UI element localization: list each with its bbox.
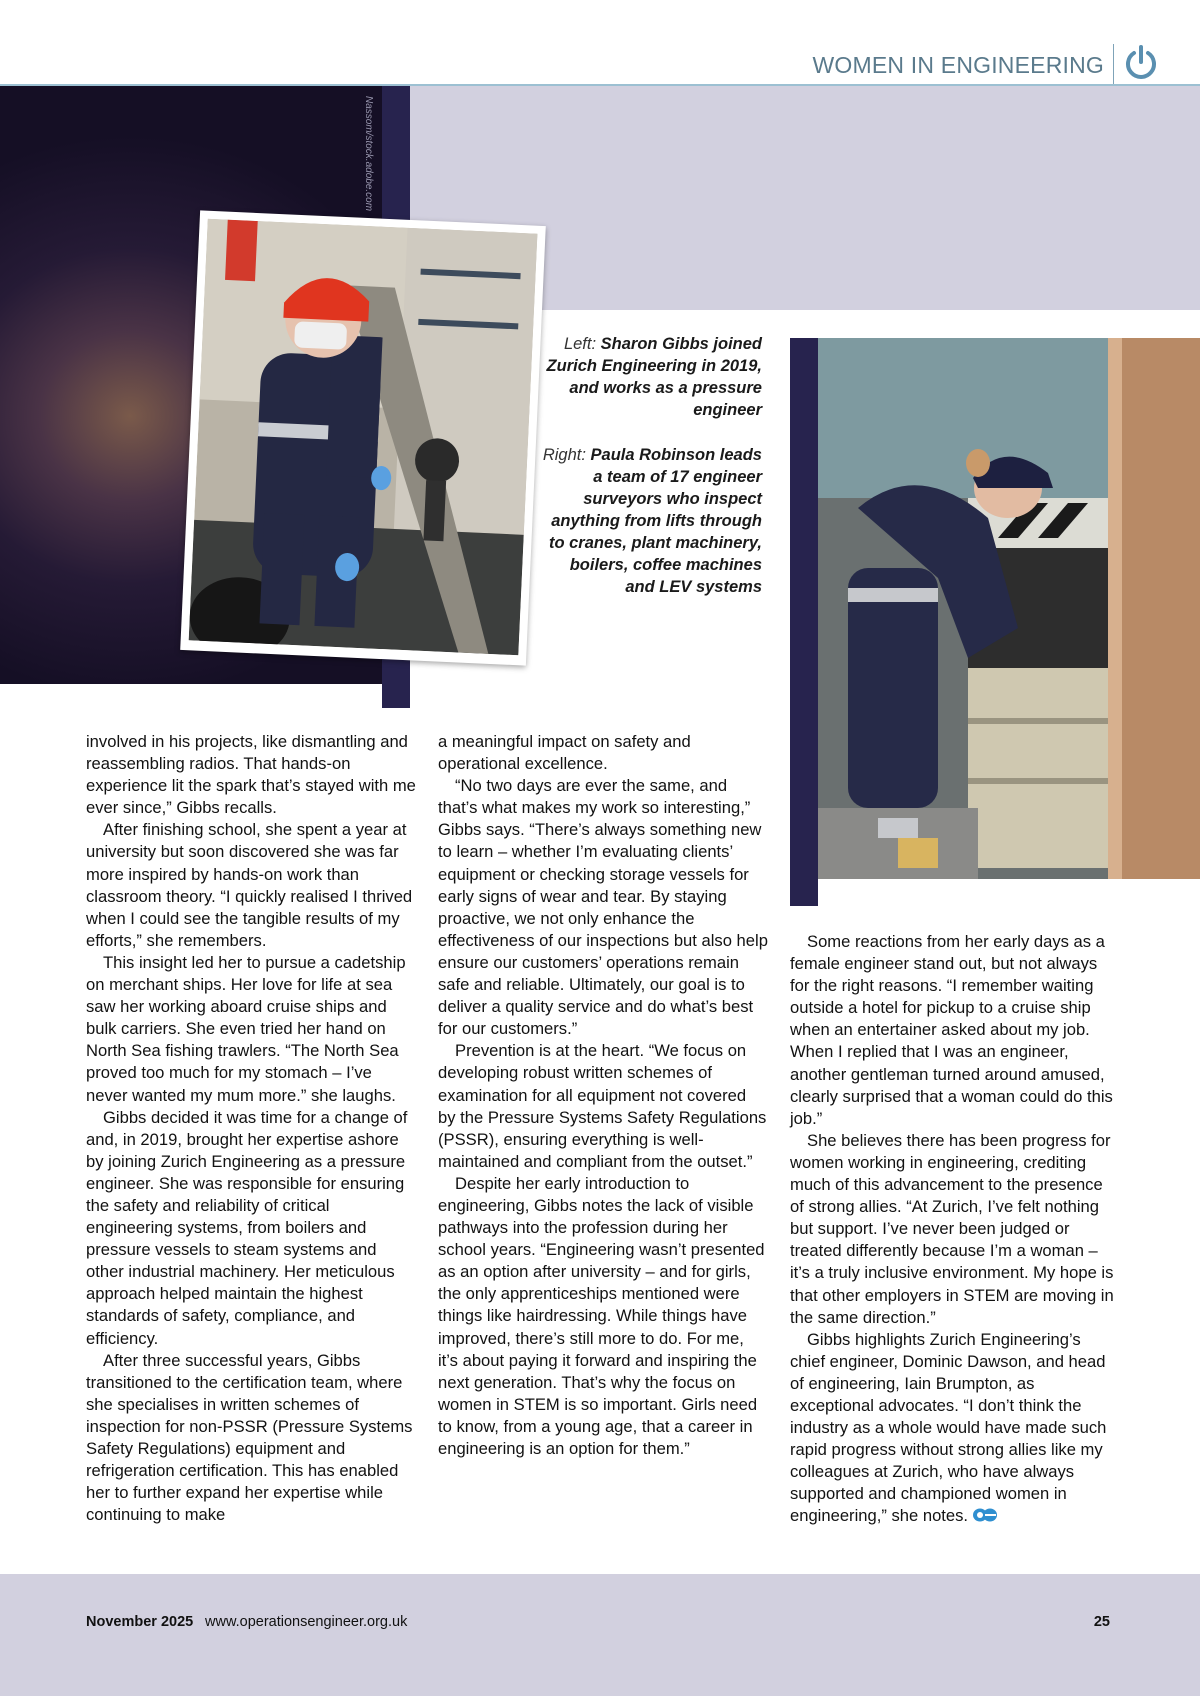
- paragraph: After three successful years, Gibbs transitioned to the certification team, where she specialises in written schemes of inspection for non-PSSR (Pressure Systems Safety Regulations) equipment and refrigeration certification. This has enabled her to further expand her expertise while continuing to make: [86, 1350, 413, 1525]
- paragraph: “No two days are ever the same, and that’s what makes my work so interesting,” Gibbs says. “There’s always something new to learn – whether I’m evaluating clients’ equipment or checking storage vessels for early signs of wear and tear. By staying proactive, we not only enhance the effectiveness of our inspections but also help ensure our customers’ operations remain safe and reliable. Ultimately, our goal is to deliver a quality service and do what’s best for our customers.”: [438, 776, 768, 1039]
- page-number: 25: [1093, 1614, 1110, 1630]
- paragraph: After finishing school, she spent a year at university but soon discovered she was far more inspired by hands-on work than classroom theory. “I quickly realised I thrived when I could see the tangible results of my efforts,” she remembers.: [86, 820, 413, 950]
- website-url: www.operationsengineer.org.uk: [205, 1614, 408, 1630]
- navy-accent-strip-right: [790, 338, 818, 906]
- caption-left: [540, 333, 762, 421]
- paragraph: a meaningful impact on safety and operational excellence.: [438, 732, 691, 774]
- caption-left-lead: Left:: [563, 335, 597, 353]
- paragraph: Gibbs highlights Zurich Engineering’s chief engineer, Dominic Dawson, and head of engineering, Iain Brumpton, as exceptional advocates. “I don’t think the industry as a whole would have made such rapid progress without strong allies like my colleagues at Zurich, who have always supported and championed women in engineering,” she notes.: [790, 1329, 1107, 1526]
- section-title: WOMEN IN ENGINEERING: [812, 52, 1104, 78]
- photo-credit: Nassom/stock.adobe.com: [363, 96, 374, 212]
- caption-left-text: Sharon Gibbs joined Zurich Engineering in 2019, and works as a pressure engineer: [546, 335, 762, 419]
- engineer-in-hardhat-illustration: [189, 219, 538, 656]
- power-icon: [1123, 44, 1159, 82]
- article-column-3: [790, 931, 1120, 1528]
- photo-sharon-gibbs: [180, 210, 546, 665]
- page-footer: [0, 1574, 1200, 1696]
- caption-right-lead: Right:: [542, 446, 586, 464]
- paragraph: Prevention is at the heart. “We focus on developing robust written schemes of examination for all equipment not covered by the Pressure Systems Safety Regulations (PSSR), ensuring everything is well-maintained and compliant from the outset.”: [438, 1041, 767, 1171]
- caption-right-text: Paula Robinson leads a team of 17 engineer surveyors who inspect anything from lifts through to cranes, plant machinery, boilers, coffee machines and LEV systems: [548, 446, 762, 596]
- engineer-inspecting-lift-illustration: [818, 338, 1200, 879]
- paragraph: This insight led her to pursue a cadetship on merchant ships. Her love for life at sea saw her working aboard cruise ships and bulk carriers. She even tried her hand on North Sea fishing trawlers. “The North Sea proved too much for my stomach – I’ve never wanted my mum more.” she laughs.: [86, 952, 406, 1105]
- caption-right: [540, 444, 762, 598]
- oe-logo-icon: [972, 1507, 998, 1523]
- article-column-1: [86, 731, 416, 1526]
- paragraph: She believes there has been progress for women working in engineering, crediting much of this advancement to the presence of strong allies. “At Zurich, I’ve felt nothing but support. I’ve never been judged or treated differently because I’m a woman – it’s a truly inclusive environment. My hope is that other employers in STEM are moving in the same direction.”: [790, 1130, 1114, 1327]
- paragraph: involved in his projects, like dismantling and reassembling radios. That hands-on experience lit the spark that’s stayed with me ever since,” Gibbs recalls.: [86, 732, 416, 818]
- paragraph: Some reactions from her early days as a female engineer stand out, but not always for the right reasons. “I remember waiting outside a hotel for pickup to a cruise ship when an entertainer asked about my job. When I replied that I was an engineer, another gentleman turned around amused, clearly surprised that a woman could do this job.”: [790, 932, 1113, 1128]
- paragraph: Gibbs decided it was time for a change of and, in 2019, brought her expertise ashore by joining Zurich Engineering as a pressure engineer. She was responsible for ensuring the safety and reliability of critical engineering systems, from boilers and pressure vessels to steam systems and other industrial machinery. Her meticulous approach helped maintain the highest standards of safety, compliance, and efficiency.: [86, 1107, 408, 1348]
- photo-paula-robinson: [818, 338, 1200, 879]
- header-divider: [1113, 44, 1114, 84]
- article-column-2: [438, 731, 768, 1460]
- paragraph: Despite her early introduction to engineering, Gibbs notes the lack of visible pathways into the profession during her school years. “Engineering wasn’t presented as an option after university – and for girls, the only apprenticeships mentioned were things like hairdressing. While things have improved, there’s still more to do. For me, it’s about paying it forward and inspiring the next generation. That’s why the focus on women in STEM is so important. Girls need to know, from a young age, that a career in engineering is an option for them.”: [438, 1173, 765, 1458]
- issue-date: November 2025: [86, 1614, 194, 1630]
